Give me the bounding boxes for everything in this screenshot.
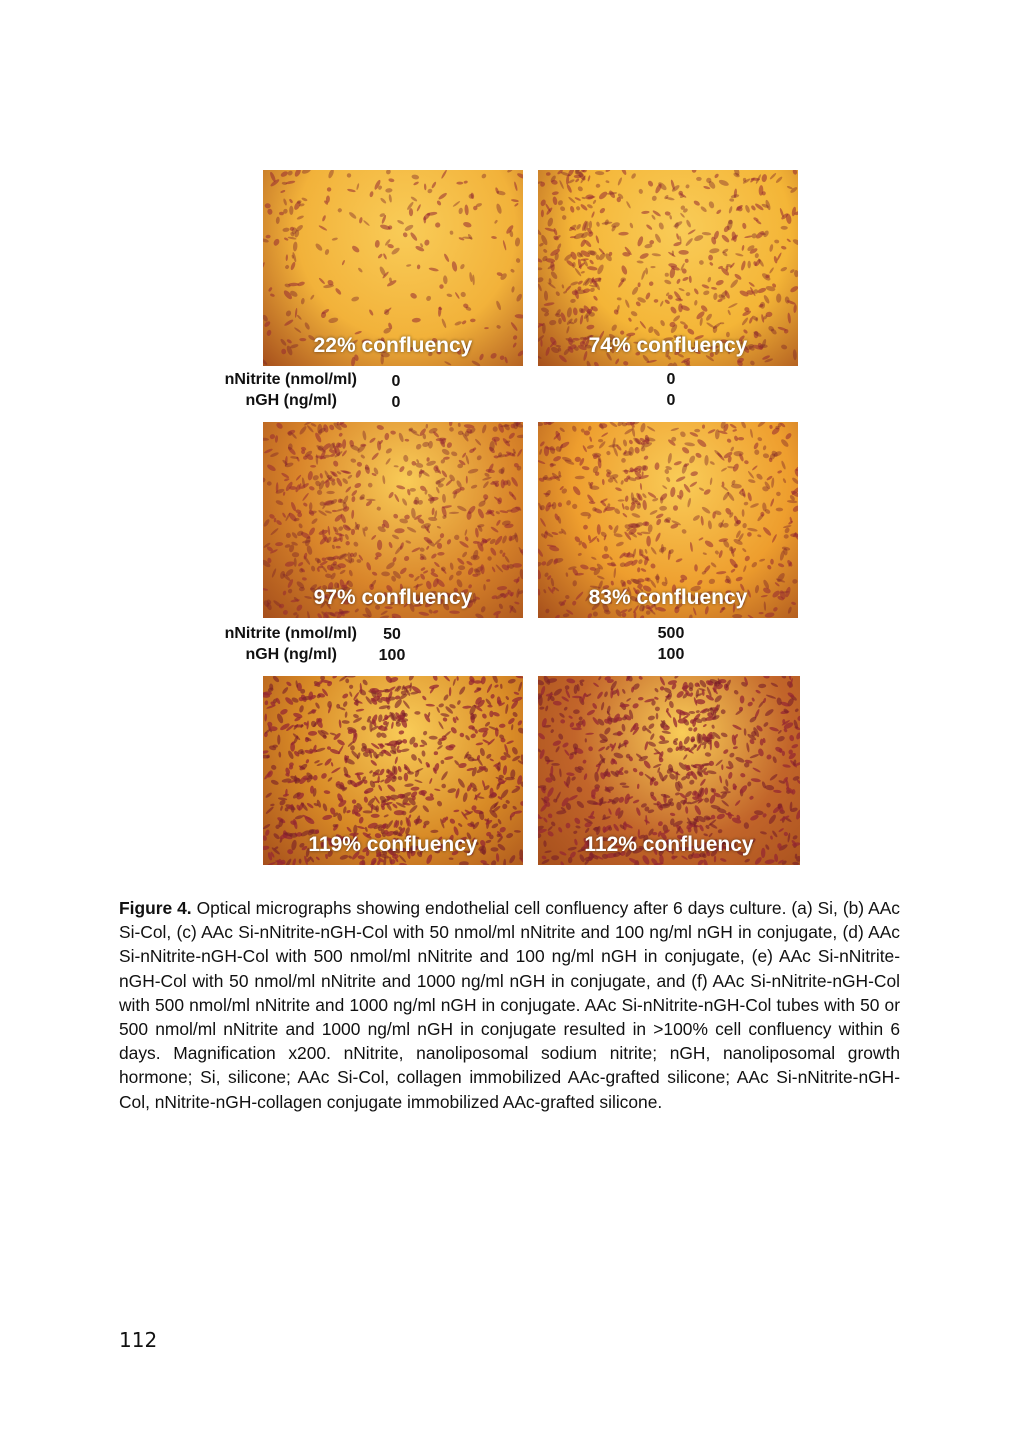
- nitrite-value-left: 0: [391, 373, 401, 390]
- confluency-label: 97% confluency: [313, 586, 473, 609]
- ngh-value-right: 0: [666, 392, 676, 409]
- confluency-label: 74% confluency: [588, 334, 748, 357]
- figure-label: Figure 4.: [119, 898, 192, 918]
- confluency-label: 112% confluency: [584, 833, 754, 856]
- micrograph-e: [263, 676, 523, 865]
- nitrite-label: nNitrite (nmol/ml): [224, 625, 357, 642]
- figure-caption: [119, 896, 900, 1114]
- confluency-label: 119% confluency: [308, 833, 478, 856]
- micrograph-b: [538, 170, 798, 366]
- nitrite-value-left: 50: [383, 626, 401, 643]
- ngh-value-left: 0: [391, 394, 401, 411]
- micrograph-a: [263, 170, 523, 366]
- ngh-label: nGH (ng/ml): [245, 392, 337, 409]
- micrograph-f: [538, 676, 800, 865]
- ngh-label: nGH (ng/ml): [245, 646, 337, 663]
- page-number: 112: [119, 1328, 158, 1352]
- nitrite-label: nNitrite (nmol/ml): [224, 371, 357, 388]
- nitrite-value-right: 0: [666, 371, 676, 388]
- confluency-label: 22% confluency: [313, 334, 473, 357]
- caption-text: Optical micrographs showing endothelial cell confluency after 6 days culture. (a) Si, (b) AAc Si-Col, (c) AAc Si-nNitrite-nGH-Col with 50 nmol/ml nNitrite and 100 ng/ml nGH in conjugate, (d) AAc Si-nNitrite-nGH-Col with 500 nmol/ml nNitrite and 100 ng/ml nGH in conjugate, (e) AAc Si-nNitrite-nGH-Col with 50 nmol/ml nNitrite and 1000 ng/ml nGH in conjugate, and (f) AAc Si-nNitrite-nGH-Col with 500 nmol/ml nNitrite and 1000 ng/ml nGH in conjugate. AAc Si-nNitrite-nGH-Col tubes with 50 or 500 nmol/ml nNitrite and 1000 ng/ml nGH in conjugate resulted in >100% cell confluency within 6 days. Magnification x200. nNitrite, nanoliposomal sodium nitrite; nGH, nanoliposomal growth hormone; Si, silicone; AAc Si-Col, collagen immobilized AAc-grafted silicone; AAc Si-nNitrite-nGH-Col, nNitrite-nGH-collagen conjugate immobilized AAc-grafted silicone.: [119, 898, 900, 1112]
- ngh-value-right: 100: [657, 646, 685, 663]
- micrograph-c: [263, 422, 523, 618]
- micrograph-d: [538, 422, 798, 618]
- confluency-label: 83% confluency: [588, 586, 748, 609]
- ngh-value-left: 100: [378, 647, 406, 664]
- nitrite-value-right: 500: [657, 625, 685, 642]
